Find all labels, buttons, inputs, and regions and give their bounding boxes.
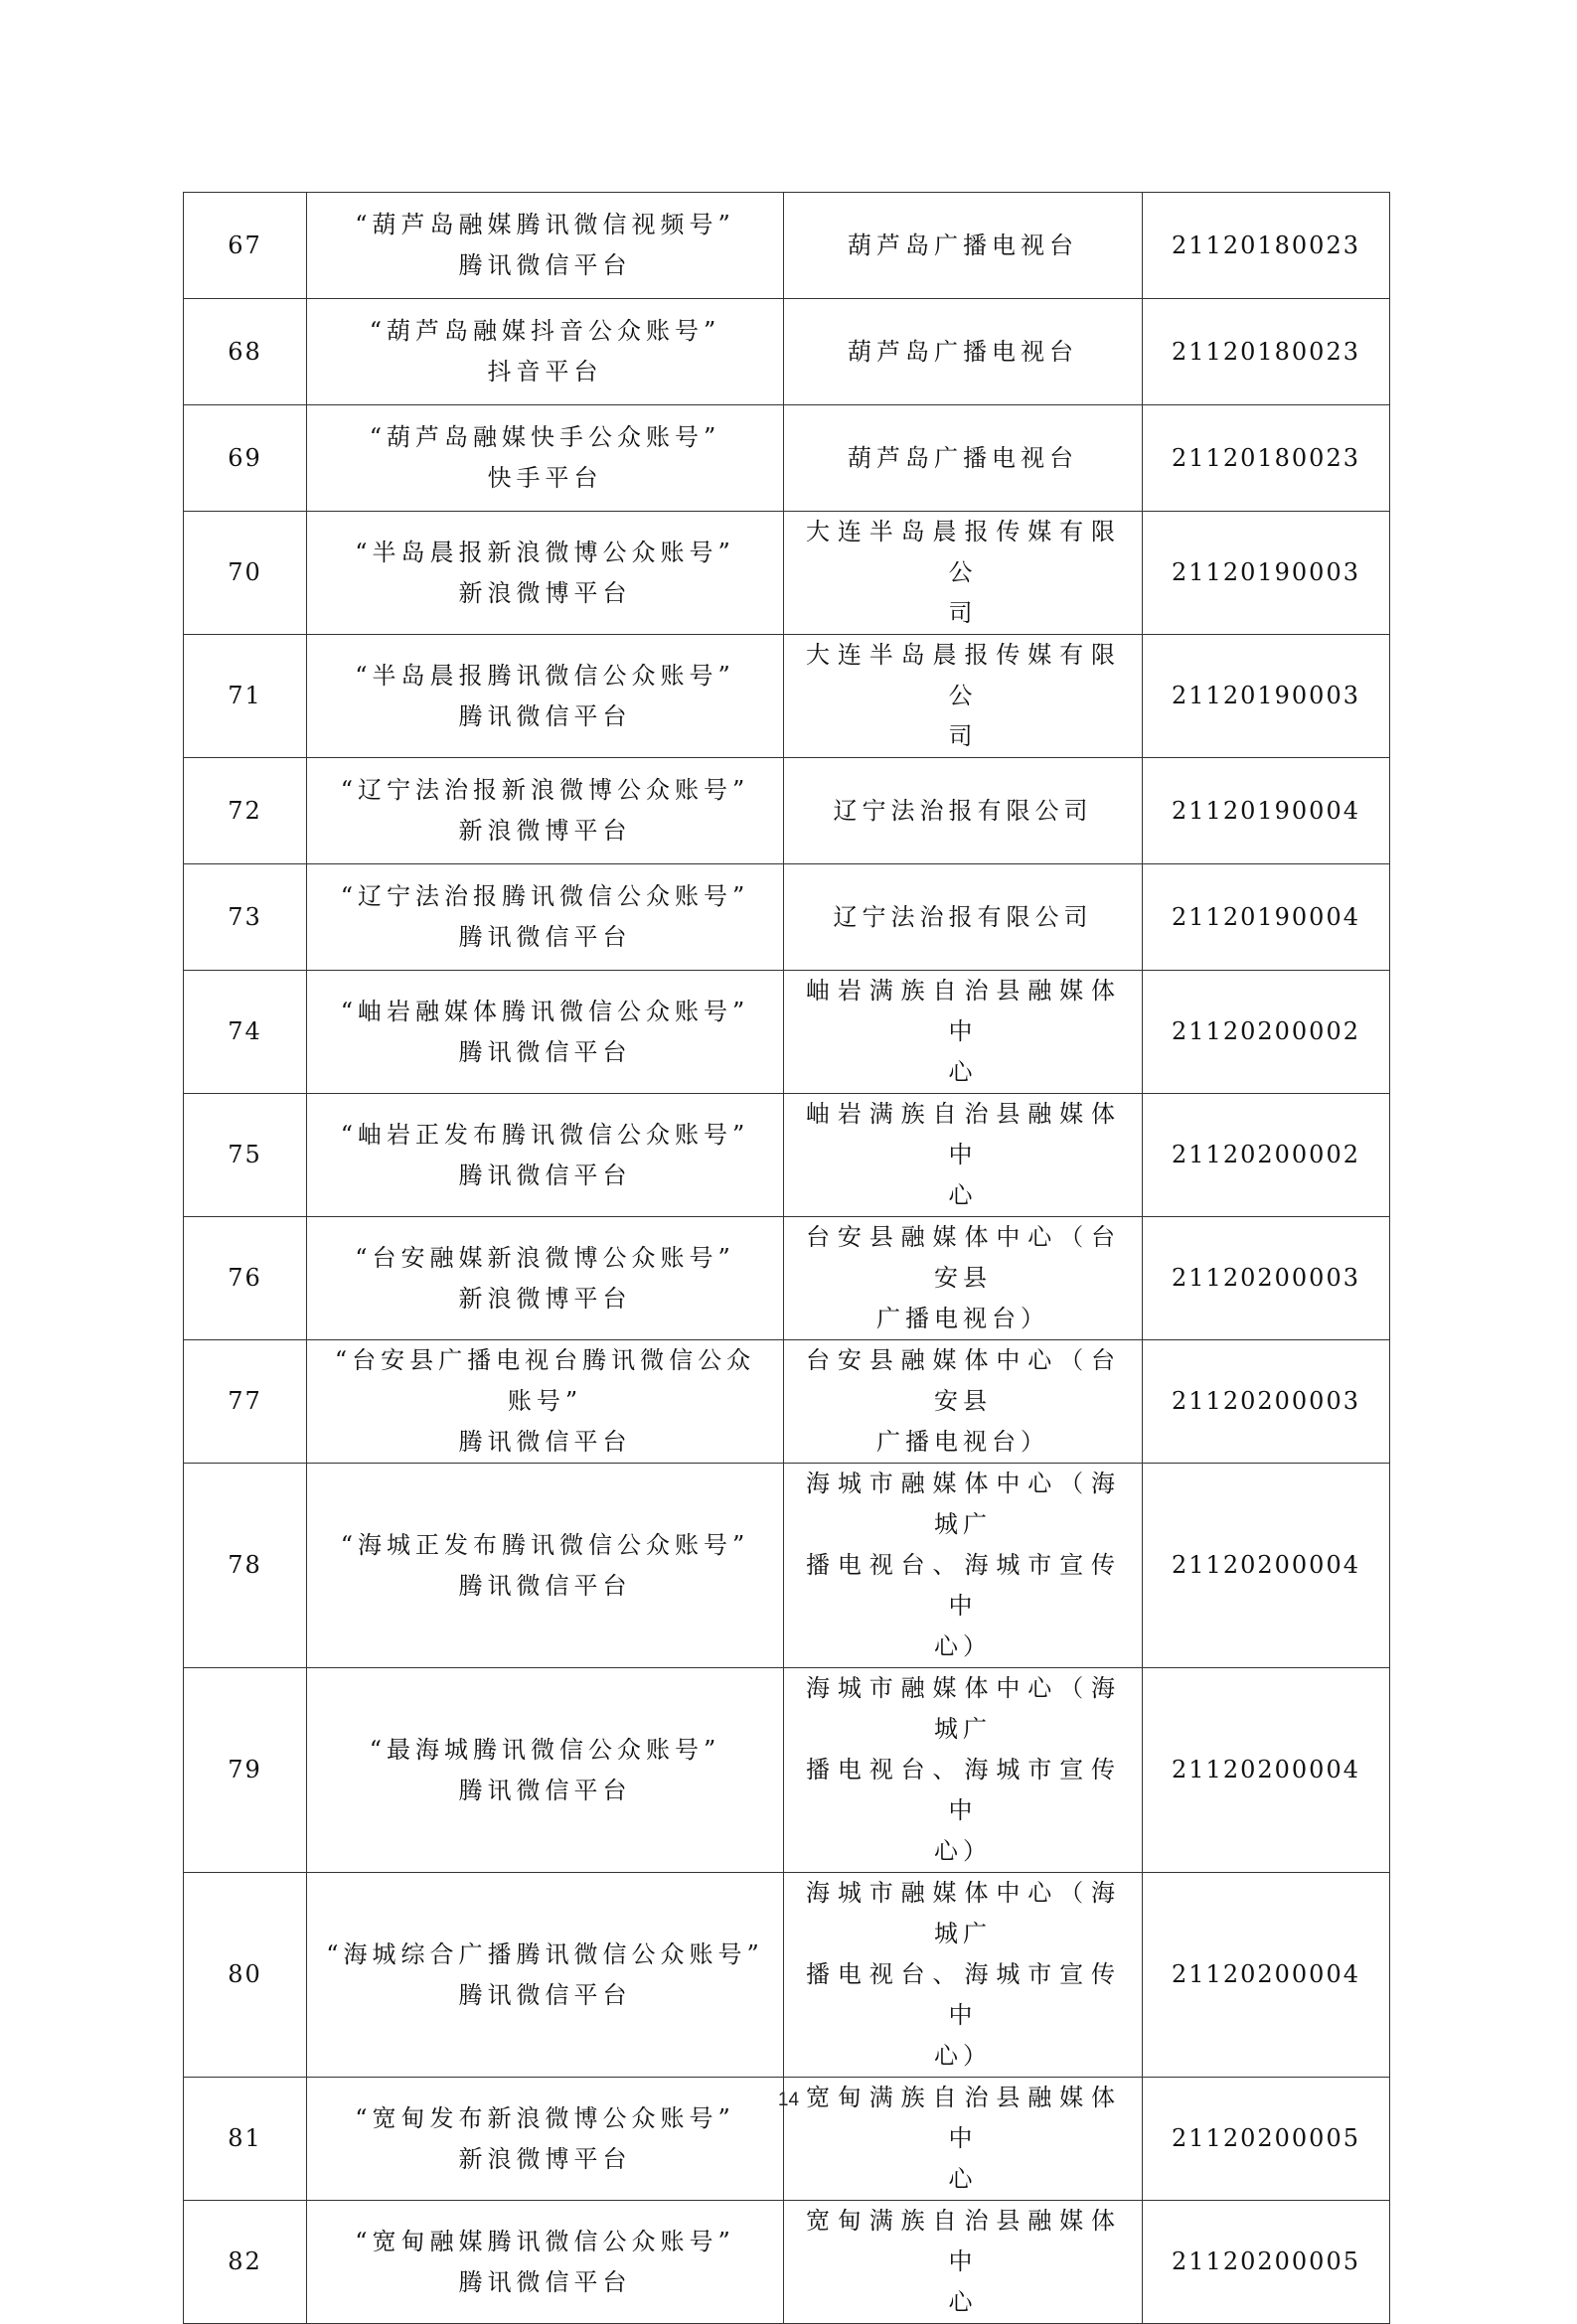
- serial-number-cell: 76: [184, 1217, 307, 1340]
- serial-number-cell: 77: [184, 1340, 307, 1464]
- account-name-cell: [307, 635, 784, 758]
- platform-line: 腾讯微信平台: [458, 2267, 632, 2296]
- organization-line: 心）: [934, 1837, 992, 1865]
- license-code-cell: 21120200002: [1143, 1094, 1390, 1217]
- organization-cell: [784, 1217, 1143, 1340]
- organization-line: 葫芦岛广播电视台: [848, 231, 1078, 259]
- organization-line: 心: [948, 1058, 978, 1086]
- organization-line: 播电视台、海城市宣传中: [806, 1551, 1120, 1620]
- platform-line: 新浪微博平台: [458, 817, 632, 845]
- organization-cell: [784, 758, 1143, 864]
- page-number: 14: [777, 2090, 800, 2110]
- license-code-cell: 21120200003: [1143, 1217, 1390, 1340]
- organization-line: 海城市融媒体中心（海城广: [806, 1674, 1120, 1743]
- account-name-cell: [307, 864, 784, 971]
- organization-line: 司: [948, 722, 978, 750]
- account-name-cell: [307, 758, 784, 864]
- table-row: [184, 758, 1390, 864]
- organization-cell: [784, 1340, 1143, 1464]
- table-row: [184, 971, 1390, 1094]
- license-code-cell: 21120200005: [1143, 2078, 1390, 2201]
- account-name-line: “海城正发布腾讯微信公众账号”: [340, 1530, 750, 1559]
- license-code-cell: 21120180023: [1143, 299, 1390, 405]
- serial-number-cell: 73: [184, 864, 307, 971]
- organization-line: 岫岩满族自治县融媒体中: [806, 977, 1120, 1045]
- organization-cell: [784, 1873, 1143, 2078]
- table-row: [184, 1464, 1390, 1668]
- serial-number-cell: 72: [184, 758, 307, 864]
- account-name-line: “最海城腾讯微信公众账号”: [369, 1735, 721, 1764]
- organization-line: 心: [948, 2288, 978, 2316]
- organization-line: 广播电视台）: [876, 1305, 1049, 1332]
- table-row: [184, 1873, 1390, 2078]
- table-row: [184, 635, 1390, 758]
- organization-line: 辽宁法治报有限公司: [833, 902, 1093, 931]
- platform-line: 腾讯微信平台: [458, 701, 632, 730]
- registration-table: [183, 192, 1390, 2324]
- table-row: [184, 1094, 1390, 1217]
- account-name-line: “岫岩正发布腾讯微信公众账号”: [340, 1120, 750, 1149]
- platform-line: 抖音平台: [487, 358, 603, 386]
- organization-line: 宽甸满族自治县融媒体中: [806, 2084, 1120, 2152]
- license-code-cell: 21120190004: [1143, 864, 1390, 971]
- account-name-line: “辽宁法治报腾讯微信公众账号”: [340, 882, 750, 910]
- organization-line: 心）: [934, 1632, 992, 1660]
- organization-line: 海城市融媒体中心（海城广: [806, 1470, 1120, 1538]
- organization-cell: [784, 1094, 1143, 1217]
- account-name-cell: [307, 2201, 784, 2324]
- table-row: [184, 1217, 1390, 1340]
- organization-line: 心: [948, 2165, 978, 2193]
- account-name-line: “海城综合广播腾讯微信公众账号”: [326, 1939, 764, 1968]
- license-code-cell: 21120200004: [1143, 1668, 1390, 1873]
- platform-line: 腾讯微信平台: [458, 1571, 632, 1600]
- account-name-cell: [307, 405, 784, 512]
- account-name-cell: [307, 1464, 784, 1668]
- organization-line: 岫岩满族自治县融媒体中: [806, 1100, 1120, 1168]
- account-name-line: “葫芦岛融媒抖音公众账号”: [369, 317, 721, 345]
- serial-number-cell: 69: [184, 405, 307, 512]
- registration-table-body: [184, 193, 1390, 2324]
- organization-line: 宽甸满族自治县融媒体中: [806, 2207, 1120, 2275]
- account-name-line: “葫芦岛融媒快手公众账号”: [369, 423, 721, 451]
- platform-line: 新浪微博平台: [458, 578, 632, 607]
- table-row: [184, 1668, 1390, 1873]
- account-name-cell: [307, 1217, 784, 1340]
- platform-line: 腾讯微信平台: [458, 1980, 632, 2009]
- license-code-cell: 21120200005: [1143, 2201, 1390, 2324]
- license-code-cell: 21120200003: [1143, 1340, 1390, 1464]
- platform-line: 腾讯微信平台: [458, 1161, 632, 1189]
- table-row: [184, 299, 1390, 405]
- organization-line: 大连半岛晨报传媒有限公: [806, 641, 1120, 709]
- table-row: [184, 512, 1390, 635]
- organization-line: 海城市融媒体中心（海城广: [806, 1879, 1120, 1947]
- license-code-cell: 21120190003: [1143, 512, 1390, 635]
- license-code-cell: 21120180023: [1143, 405, 1390, 512]
- account-name-cell: [307, 299, 784, 405]
- account-name-cell: [307, 971, 784, 1094]
- platform-line: 腾讯微信平台: [458, 251, 632, 279]
- serial-number-cell: 82: [184, 2201, 307, 2324]
- organization-cell: [784, 2201, 1143, 2324]
- organization-line: 司: [948, 599, 978, 627]
- account-name-line: “宽甸融媒腾讯微信公众账号”: [355, 2227, 735, 2255]
- organization-cell: [784, 1668, 1143, 1873]
- organization-line: 葫芦岛广播电视台: [848, 443, 1078, 472]
- organization-line: 葫芦岛广播电视台: [848, 337, 1078, 366]
- license-code-cell: 21120200004: [1143, 1464, 1390, 1668]
- account-name-line: “葫芦岛融媒腾讯微信视频号”: [355, 211, 735, 238]
- license-code-cell: 21120200002: [1143, 971, 1390, 1094]
- account-name-cell: [307, 193, 784, 299]
- platform-line: 新浪微博平台: [458, 2144, 632, 2173]
- organization-cell: [784, 635, 1143, 758]
- account-name-line: “宽甸发布新浪微博公众账号”: [355, 2103, 735, 2132]
- organization-cell: [784, 864, 1143, 971]
- table-row: [184, 864, 1390, 971]
- account-name-line: “台安融媒新浪微博公众账号”: [355, 1243, 735, 1272]
- serial-number-cell: 67: [184, 193, 307, 299]
- organization-cell: [784, 193, 1143, 299]
- organization-line: 心）: [934, 2042, 992, 2070]
- platform-line: 腾讯微信平台: [458, 1776, 632, 1804]
- organization-line: 播电视台、海城市宣传中: [806, 1960, 1120, 2029]
- serial-number-cell: 68: [184, 299, 307, 405]
- account-name-cell: [307, 1668, 784, 1873]
- organization-line: 播电视台、海城市宣传中: [806, 1756, 1120, 1824]
- license-code-cell: 21120200004: [1143, 1873, 1390, 2078]
- account-name-line: “辽宁法治报新浪微博公众账号”: [340, 776, 750, 804]
- table-row: [184, 2201, 1390, 2324]
- license-code-cell: 21120180023: [1143, 193, 1390, 299]
- account-name-cell: [307, 1873, 784, 2078]
- serial-number-cell: 74: [184, 971, 307, 1094]
- table-row: [184, 193, 1390, 299]
- platform-line: 腾讯微信平台: [458, 923, 632, 951]
- organization-line: 辽宁法治报有限公司: [833, 796, 1093, 825]
- organization-cell: [784, 299, 1143, 405]
- platform-line: 新浪微博平台: [458, 1284, 632, 1313]
- organization-cell: [784, 512, 1143, 635]
- account-name-line: “岫岩融媒体腾讯微信公众账号”: [340, 997, 750, 1025]
- account-name-line: 账号”: [507, 1387, 583, 1415]
- organization-line: 大连半岛晨报传媒有限公: [806, 518, 1120, 586]
- organization-line: 台安县融媒体中心（台安县: [806, 1346, 1120, 1415]
- serial-number-cell: 71: [184, 635, 307, 758]
- serial-number-cell: 78: [184, 1464, 307, 1668]
- organization-line: 台安县融媒体中心（台安县: [806, 1223, 1120, 1292]
- account-name-line: “半岛晨报新浪微博公众账号”: [355, 538, 735, 566]
- license-code-cell: 21120190004: [1143, 758, 1390, 864]
- license-code-cell: 21120190003: [1143, 635, 1390, 758]
- organization-cell: [784, 1464, 1143, 1668]
- account-name-cell: [307, 1340, 784, 1464]
- account-name-cell: [307, 512, 784, 635]
- table-row: [184, 405, 1390, 512]
- account-name-cell: [307, 1094, 784, 1217]
- table-row: [184, 1340, 1390, 1464]
- organization-line: 广播电视台）: [876, 1428, 1049, 1456]
- organization-cell: [784, 405, 1143, 512]
- serial-number-cell: 81: [184, 2078, 307, 2201]
- platform-line: 腾讯微信平台: [458, 1428, 632, 1456]
- serial-number-cell: 79: [184, 1668, 307, 1873]
- organization-line: 心: [948, 1181, 978, 1209]
- account-name-line: “半岛晨报腾讯微信公众账号”: [355, 661, 735, 690]
- serial-number-cell: 75: [184, 1094, 307, 1217]
- serial-number-cell: 80: [184, 1873, 307, 2078]
- organization-cell: [784, 971, 1143, 1094]
- serial-number-cell: 70: [184, 512, 307, 635]
- platform-line: 快手平台: [487, 464, 603, 492]
- account-name-line: “台安县广播电视台腾讯微信公众: [334, 1346, 756, 1374]
- platform-line: 腾讯微信平台: [458, 1037, 632, 1066]
